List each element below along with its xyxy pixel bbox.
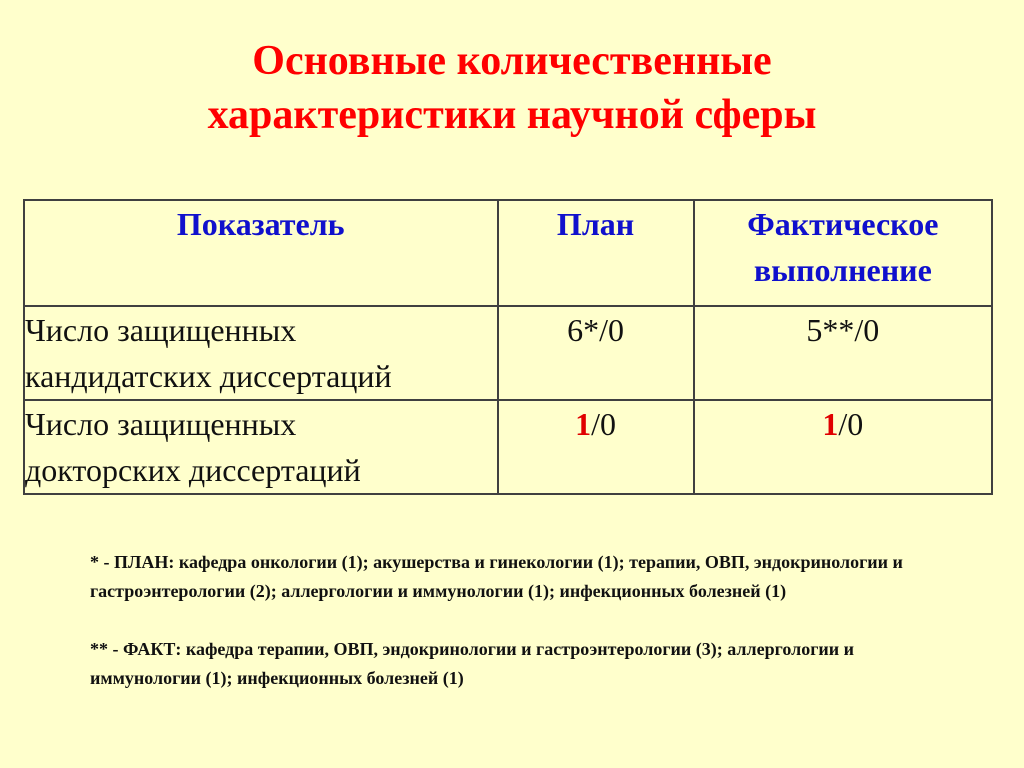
table-row xyxy=(24,400,992,494)
footnotes xyxy=(90,548,950,693)
plan-cell: 6*/0 xyxy=(498,306,694,400)
fact-rest: /0 xyxy=(838,406,864,442)
plan-highlight: 1 xyxy=(575,406,592,442)
fact-footnote: ** - ФАКТ: кафедра терапии, ОВП, эндокринологии и гастроэнтерологии (3); аллергологии и иммунологии (1); инфекционных болезней (1) xyxy=(90,639,854,688)
indicator-line-2: докторских диссертаций xyxy=(25,452,361,488)
footnote-spacer xyxy=(90,606,950,635)
fact-highlight: 1 xyxy=(822,406,839,442)
header-actual xyxy=(694,200,992,306)
indicator-cell xyxy=(24,306,498,400)
indicator-line-2: кандидатских диссертаций xyxy=(25,358,392,394)
title-line-2: характеристики научной сферы xyxy=(207,92,817,138)
table-header-row xyxy=(24,200,992,306)
header-actual-line-2: выполнение xyxy=(753,252,932,288)
slide-title xyxy=(0,34,1024,142)
header-actual-line-1: Фактическое xyxy=(747,206,939,242)
results-table xyxy=(23,199,993,495)
indicator-line-1: Число защищенных xyxy=(25,406,297,442)
table-row xyxy=(24,306,992,400)
header-indicator: Показатель xyxy=(24,200,498,306)
plan-cell xyxy=(498,400,694,494)
title-line-1: Основные количественные xyxy=(252,38,772,84)
header-plan: План xyxy=(498,200,694,306)
plan-rest: /0 xyxy=(591,406,617,442)
plan-footnote: * - ПЛАН: кафедра онкологии (1); акушерства и гинекологии (1); терапии, ОВП, эндокринологии и гастроэнтерологии (2); аллергологии и иммунологии (1); инфекционных болезней (1) xyxy=(90,552,903,601)
indicator-cell xyxy=(24,400,498,494)
indicator-line-1: Число защищенных xyxy=(25,312,297,348)
fact-cell xyxy=(694,400,992,494)
fact-cell: 5**/0 xyxy=(694,306,992,400)
